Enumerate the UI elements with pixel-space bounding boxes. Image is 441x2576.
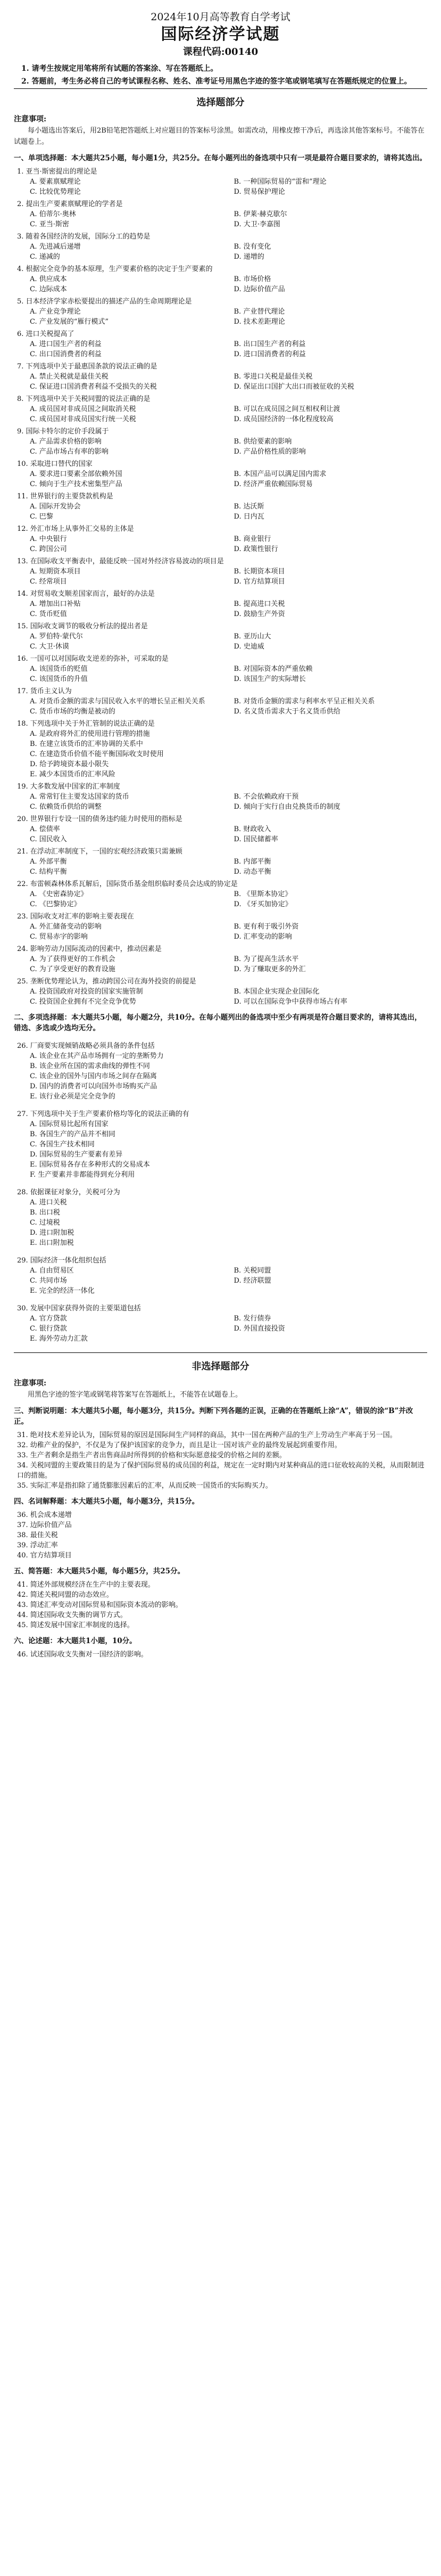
question	[14, 847, 427, 877]
answer-option: C. 产业发展的“雁行模式”	[30, 318, 109, 326]
question	[14, 524, 427, 554]
question-stem: 15. 国际收支调节的吸收分析法的提出者是	[17, 622, 148, 630]
answer-option: C. 在建造货币价值不能平衡国际收支时使用	[30, 750, 164, 758]
notice-1: 1. 请考生按规定用笔将所有试题的答案涂、写在答题纸上。	[21, 64, 218, 73]
answer-option: B. 可以在成员国之间互相权利让渡	[234, 405, 340, 413]
answer-option: A. 伯蒂尔·奥林	[30, 210, 76, 218]
answer-option: B. 伊莱·赫克歇尔	[234, 210, 287, 218]
answer-option: A. 国际开发协会	[30, 503, 81, 511]
answer-option: C. 贸易赤字的影响	[30, 933, 88, 941]
option-group	[14, 437, 427, 457]
answer-option: D. 史迪威	[234, 643, 264, 651]
option-group	[14, 857, 427, 877]
answer-option: B. 本国企业实现企业国际化	[234, 988, 320, 996]
question	[14, 297, 427, 327]
exam-title: 2024年10月高等教育自学考试	[151, 11, 290, 23]
answer-option: A. 外汇储备变动的影响	[30, 923, 102, 931]
section-multi-choice-head: 二、多项选择题：本大题共5小题，每小题2分，共10分。在每小题列出的备选项中至少有两项是符合题目要求的，请将其选出，错选、多选或少选均无分。	[14, 1013, 422, 1032]
section-essay-head: 六、论述题：本大题共1小题，10分。	[14, 1637, 137, 1645]
part-one-notes-head: 注意事项:	[14, 115, 47, 124]
answer-option: A. 《史密森协定》	[30, 890, 88, 898]
answer-option: D. 国民储蓄率	[234, 835, 278, 843]
option-group	[14, 242, 427, 262]
question-stem: 11. 世界银行的主要贷款机构是	[17, 493, 113, 501]
question-stem: 19. 大多数发展中国家的汇率制度	[17, 783, 120, 791]
question-stem: 27. 下列选项中关于生产要素价格均等化的说法正确的有	[17, 1110, 189, 1118]
answer-option: A. 偿债率	[30, 825, 60, 833]
answer-option: B. 产业替代理论	[234, 308, 285, 316]
question	[14, 426, 427, 457]
answer-option: E. 海外劳动力汇款	[30, 1335, 88, 1343]
answer-option: C. 产品市场占有率的影响	[30, 448, 109, 456]
answer-option: B. 财政收入	[234, 825, 271, 833]
section-terms-head: 四、名词解释题：本大题共5小题，每小题3分，共15分。	[14, 1497, 199, 1506]
question-stem: 1. 亚当·斯密提出的理论是	[17, 168, 97, 176]
answer-option: A. 外部平衡	[30, 858, 67, 866]
option-group	[14, 792, 427, 812]
option-group	[14, 1119, 427, 1180]
answer-option: D. 动态平衡	[234, 868, 271, 876]
answer-option: A. 短期资本项目	[30, 568, 81, 576]
option-group	[14, 469, 427, 489]
answer-option: C. 依赖货币供给的调整	[30, 803, 102, 811]
question-stem: 6. 进口关税提高了	[17, 330, 74, 338]
answer-option: D. 产品价格性质的影响	[234, 448, 306, 456]
answer-option: B. 供给要素的影响	[234, 438, 292, 446]
answer-option: A. 是政府将外汇的使用进行管理的措施	[30, 730, 150, 738]
notice-2: 2. 答题前，考生务必将自己的考试课程名称、姓名、准考证号用黑色字迹的签字笔或钢笔填写在答题纸规定的位置上。	[21, 77, 412, 86]
answer-option: C. 投资国企业拥有不完全竞争优势	[30, 998, 136, 1006]
question-item: 32. 幼稚产业的保护，不仅是为了保护该国家的竞争力，而且是让一国对该产业的最终发展起到重要作用。	[17, 1441, 342, 1449]
option-group	[14, 1197, 427, 1248]
option-group	[14, 696, 427, 717]
question-stem: 10. 采取进口替代的国家	[17, 460, 93, 468]
option-group	[14, 987, 427, 1007]
option-group	[14, 372, 427, 392]
question	[14, 1109, 427, 1180]
question-stem: 3. 随着各国经济的发展，国际分工的趋势是	[17, 233, 151, 241]
answer-option: B. 不会依赖政府干预	[234, 793, 299, 801]
option-group	[14, 599, 427, 619]
answer-option: B. 关税同盟	[234, 1267, 271, 1275]
option-group	[14, 339, 427, 359]
answer-option: A. 增加出口补贴	[30, 600, 81, 608]
question-item: 34. 关税同盟的主要政策目的是为了保护国际贸易的成员国的利益，规定在一定时期内对某种商品的进口征收较高的关税，从而限制进口的措施。	[17, 1462, 425, 1480]
answer-option: D. 汇率变动的影响	[234, 933, 292, 941]
answer-option: A. 自由贸易区	[30, 1267, 74, 1275]
answer-option: A. 要求进口要素全部依赖外国	[30, 470, 122, 478]
answer-option: D. 递增的	[234, 253, 264, 261]
option-group	[14, 1314, 427, 1344]
question-stem: 18. 下列选项中关于外汇管制的说法正确的是	[17, 720, 155, 728]
answer-option: C. 《巴黎协定》	[30, 900, 81, 908]
answer-option: A. 对货币金额的需求与国民收入水平的增长呈正相关关系	[30, 698, 205, 705]
question-item: 44. 简述国际收支失衡的调节方式。	[17, 1611, 127, 1619]
part-two-notes-text: 用黑色字迹的签字笔或钢笔将答案写在答题纸上，不能答在试题卷上。	[28, 1391, 243, 1399]
question-item: 39. 浮动汇率	[17, 1541, 58, 1549]
answer-option: D. 经济严重依赖国际贸易	[234, 480, 313, 488]
question	[14, 1187, 427, 1248]
question-stem: 29. 国际经济一体化组织包括	[17, 1257, 106, 1265]
question-stem: 5. 日本经济学家赤松要提出的描述产品的生命周期理论是	[17, 298, 192, 306]
answer-option: B. 提高进口关税	[234, 600, 285, 608]
question-stem: 12. 外汇市场上从事外汇交易的主体是	[17, 525, 134, 533]
answer-option: D. 外国直接投资	[234, 1325, 285, 1333]
paper-name: 国际经济学试题	[161, 25, 280, 44]
question	[14, 556, 427, 587]
section-single-choice-head: 一、单项选择题：本大题共25小题，每小题1分，共25分。在每小题列出的备选项中只有一项是最符合题目要求的，请将其选出。	[14, 154, 427, 162]
answer-option: D. 可以在国际竞争中获得市场占有率	[234, 998, 347, 1006]
part-one-notes-text: 每小题选出答案后，用2B铅笔把答题纸上对应题目的答案标号涂黑。如需改动，用橡皮擦干净后，再选涂其他答案标号。不能答在试题卷上。	[14, 127, 425, 146]
answer-option: B. 发行债券	[234, 1315, 271, 1323]
answer-option: D. 该国生产的实际增长	[234, 675, 306, 683]
answer-option: C. 国民收入	[30, 835, 67, 843]
question-stem: 30. 发展中国家获得外资的主要渠道包括	[17, 1305, 141, 1312]
question-stem: 9. 国际卡特尔的定价手段属于	[17, 428, 109, 436]
option-group	[14, 889, 427, 909]
answer-option: D. 经济联盟	[234, 1277, 271, 1285]
question-item: 35. 实际汇率是指扣除了通货膨胀因素后的汇率，从而反映一国货币的实际购买力。	[17, 1482, 272, 1490]
question	[14, 912, 427, 942]
question	[14, 782, 427, 812]
question-stem: 4. 根据完全竞争的基本原理，生产要素价格的决定于生产要素的	[17, 265, 213, 273]
answer-option: D. 政策性银行	[234, 545, 278, 553]
answer-option: D. 为了赚取更多的外汇	[234, 965, 306, 973]
question	[14, 879, 427, 909]
answer-option: C. 过境税	[30, 1219, 60, 1227]
answer-option: B. 没有变化	[234, 243, 271, 251]
question-item: 36. 机会成本递增	[17, 1511, 72, 1519]
question-stem: 16. 一国可以对国际收支逆差的弥补，可采取的是	[17, 655, 169, 663]
question-item: 33. 生产者剩余是指生产者出售商品时所得到的价格和实际愿意接受的价格之间的差额。	[17, 1451, 286, 1459]
answer-option: A. 供应成本	[30, 275, 67, 283]
answer-option: F. 生产要素并非都能得到充分利用	[30, 1171, 135, 1179]
answer-option: D. 技术差距理论	[234, 318, 285, 326]
option-group	[14, 729, 427, 780]
part-two-title: 非选择题部分	[192, 1361, 249, 1372]
answer-option: C. 共同市场	[30, 1277, 67, 1285]
answer-option: C. 边际成本	[30, 285, 67, 293]
question	[14, 686, 427, 717]
answer-option: D. 官方结算项目	[234, 578, 285, 586]
answer-option: C. 为了享受更好的教育设施	[30, 965, 115, 973]
answer-option: C. 结构平衡	[30, 868, 67, 876]
answer-option: B. 市场价格	[234, 275, 271, 283]
part-one-title: 选择题部分	[196, 97, 245, 108]
answer-option: A. 罗伯特·蒙代尔	[30, 633, 83, 641]
answer-option: A. 产品需求价格的影响	[30, 438, 102, 446]
single-choice-list	[14, 167, 427, 1007]
question-stem: 2. 提出生产要素禀赋理论的学者是	[17, 200, 123, 208]
short-answer-list	[14, 1580, 427, 1630]
answer-option: C. 大卫·休谟	[30, 643, 69, 651]
option-group	[14, 954, 427, 974]
option-group	[14, 274, 427, 294]
answer-option: A. 进口国生产者的利益	[30, 340, 102, 348]
answer-option: A. 中央银行	[30, 535, 67, 543]
answer-option: D. 大卫·李嘉图	[234, 220, 280, 228]
answer-option: B. 《里斯本协定》	[234, 890, 292, 898]
section-true-false-head: 三、判断说明题：本大题共5小题，每小题3分，共15分。判断下列各题的正误，正确的在答题纸上涂“A”，错误的涂“B”并改正。	[14, 1407, 413, 1426]
question	[14, 1256, 427, 1296]
answer-option: B. 达沃斯	[234, 503, 264, 511]
answer-option: A. 常常钉住主要发达国家的货币	[30, 793, 129, 801]
answer-option: A. 要素禀赋理论	[30, 178, 81, 186]
divider	[14, 1352, 427, 1353]
question-stem: 17. 货币主义认为	[17, 687, 72, 695]
question	[14, 459, 427, 489]
answer-option: B. 商业银行	[234, 535, 271, 543]
question	[14, 1041, 427, 1102]
true-false-list	[14, 1430, 427, 1491]
option-group	[14, 922, 427, 942]
question-stem: 7. 下列选项中关于最惠国条款的说法正确的是	[17, 363, 157, 371]
option-group	[14, 1266, 427, 1296]
answer-option: D. 倾向于实行自由兑换货币的制度	[234, 803, 340, 811]
question	[14, 362, 427, 392]
answer-option: D. 给予跨境资本最小限失	[30, 760, 109, 768]
answer-option: C. 亚当·斯密	[30, 220, 69, 228]
question-stem: 28. 依据课征对象分，关税可分为	[17, 1188, 120, 1196]
answer-option: D. 进口国消费者的利益	[234, 350, 306, 358]
answer-option: C. 比较优势理论	[30, 188, 81, 196]
question-item: 41. 简述外部规模经济在生产中的主要表现。	[17, 1581, 155, 1589]
answer-option: C. 经常项目	[30, 578, 67, 586]
part-two-notes-head: 注意事项:	[14, 1379, 47, 1388]
answer-option: A. 国际贸易比起所有国家	[30, 1120, 109, 1128]
answer-option: A. 成员国对非成员国之间取消关税	[30, 405, 136, 413]
question-item: 42. 简述关税同盟的动态效应。	[17, 1591, 113, 1599]
question	[14, 977, 427, 1007]
answer-option: C. 该国货币的升值	[30, 675, 88, 683]
answer-option: D. 保证出口国扩大出口而被征收的关税	[234, 383, 354, 391]
answer-option: E. 该行业必须是完全竞争的	[30, 1093, 115, 1101]
option-group	[14, 502, 427, 522]
answer-option: C. 保证进口国消费者利益不受损失的关税	[30, 383, 157, 391]
answer-option: B. 内部平衡	[234, 858, 271, 866]
answer-option: B. 出口国生产者的利益	[234, 340, 306, 348]
answer-option: A. 先进减后递增	[30, 243, 81, 251]
answer-option: D. 日内瓦	[234, 513, 264, 521]
section-short-answer-head: 五、简答题：本大题共5小题，每小题5分，共25分。	[14, 1567, 185, 1576]
answer-option: D. 贸易保护理论	[234, 188, 285, 196]
answer-option: C. 成员国对非成员国实行统一关税	[30, 415, 136, 423]
question	[14, 232, 427, 262]
answer-option: B. 零进口关税是最佳关税	[234, 373, 313, 381]
question-stem: 14. 对贸易收支顺差国家而言，最好的办法是	[17, 590, 155, 598]
answer-option: D. 国内的消费者可以向国外市场购买产品	[30, 1082, 157, 1090]
answer-option: C. 各国生产技术相同	[30, 1141, 95, 1148]
answer-option: D. 名义货币需求大于名义货币供给	[234, 708, 340, 716]
answer-option: B. 出口税	[30, 1209, 60, 1217]
answer-option: A. 禁止关税就是最佳关税	[30, 373, 109, 381]
answer-option: B. 对货币金额的需求与利率水平呈正相关关系	[234, 698, 375, 705]
question	[14, 1303, 427, 1344]
question	[14, 944, 427, 974]
answer-option: C. 巴黎	[30, 513, 53, 521]
answer-option: B. 各国生产的产品并不相同	[30, 1130, 115, 1138]
question-stem: 26. 厂商要实现倾销战略必须具备的条件包括	[17, 1042, 155, 1050]
answer-option: C. 该企业的国外与国内市场之间存在隔离	[30, 1072, 157, 1080]
answer-option: A. 为了获得更好的工作机会	[30, 955, 115, 963]
answer-option: C. 递减的	[30, 253, 60, 261]
question	[14, 264, 427, 294]
answer-option: B. 在建立该货币的汇率协调的关系中	[30, 740, 143, 748]
answer-option: D. 成员国经济的一体化程度较高	[234, 415, 334, 423]
question-item: 46. 试述国际收支失衡对一国经济的影响。	[17, 1651, 148, 1659]
option-group	[14, 177, 427, 197]
option-group	[14, 534, 427, 554]
answer-option: D. 边际价值产品	[234, 285, 285, 293]
answer-option: E. 完全的经济一体化	[30, 1287, 95, 1295]
answer-option: B. 本国产品可以满足国内需求	[234, 470, 327, 478]
question-stem: 13. 在国际收支平衡表中，最能反映一国对外经济容易波动的项目是	[17, 557, 224, 565]
multi-choice-list	[14, 1041, 427, 1344]
question	[14, 589, 427, 619]
answer-option: C. 货币市场的均衡是被动的	[30, 708, 115, 716]
answer-option: E. 减少本国货币的汇率风险	[30, 770, 115, 778]
question-stem: 23. 国际收支对汇率的影响主要表现在	[17, 913, 134, 921]
question-item: 40. 官方结算项目	[17, 1552, 72, 1560]
answer-option: A. 产业竞争理论	[30, 308, 81, 316]
answer-option: A. 该国货币的贬值	[30, 665, 88, 673]
option-group	[14, 1051, 427, 1102]
answer-option: B. 更有利于吸引外资	[234, 923, 299, 931]
general-notices	[14, 63, 427, 87]
answer-option: A. 该企业在其产品市场拥有一定的垄断势力	[30, 1052, 164, 1060]
question	[14, 719, 427, 780]
question	[14, 654, 427, 684]
answer-option: A. 官方贷款	[30, 1315, 67, 1323]
question-stem: 8. 下列选项中关于关税同盟的说法正确的是	[17, 395, 151, 403]
question	[14, 814, 427, 844]
question-item: 38. 最佳关税	[17, 1531, 58, 1539]
question-stem: 25. 垄断优势理论认为，推动跨国公司在海外投资的前提是	[17, 978, 196, 986]
option-group	[14, 664, 427, 684]
answer-option: E. 出口附加税	[30, 1239, 74, 1247]
question-stem: 22. 布雷顿森林体系瓦解后，国际货币基金组织临时委员会达成的协定是	[17, 880, 238, 888]
answer-option: D. 国际贸易的生产要素有差异	[30, 1151, 123, 1159]
answer-option: B. 该企业所在国的需求曲线的弹性不同	[30, 1062, 150, 1070]
answer-option: C. 货币贬值	[30, 610, 67, 618]
question	[14, 167, 427, 197]
question-item: 43. 简述汇率变动对国际贸易和国际资本流动的影响。	[17, 1601, 182, 1609]
option-group	[14, 631, 427, 652]
question	[14, 621, 427, 652]
answer-option: B. 长期资本项目	[234, 568, 285, 576]
course-code: 课程代码:00140	[182, 46, 259, 58]
answer-option: D. 进口附加税	[30, 1229, 74, 1237]
answer-option: D. 《牙买加协定》	[234, 900, 292, 908]
answer-option: B. 对国际资本的严重依赖	[234, 665, 313, 673]
option-group	[14, 404, 427, 424]
answer-option: C. 银行贷款	[30, 1325, 67, 1333]
essay-list	[14, 1650, 427, 1660]
answer-option: C. 出口国消费者的利益	[30, 350, 102, 358]
question	[14, 329, 427, 359]
answer-option: C. 跨国公司	[30, 545, 67, 553]
question	[14, 199, 427, 229]
answer-option: C. 倾向于生产技术密集型产品	[30, 480, 122, 488]
divider	[14, 88, 427, 89]
question	[14, 491, 427, 522]
question-stem: 20. 世界银行专设一国的债务违约能力时使用的指标是	[17, 815, 182, 823]
answer-option: B. 亚历山大	[234, 633, 271, 641]
question-item: 31. 绝对技术差异论认为，国际贸易的原因是国际间生产同样的商品，其中一国在两种产品的生产上劳动生产率高于另一国。	[17, 1431, 397, 1439]
question-item: 37. 边际价值产品	[17, 1521, 72, 1529]
terms-list	[14, 1510, 427, 1561]
answer-option: E. 国际贸易各存在多种形式的交易成本	[30, 1161, 150, 1169]
question-item: 45. 简述发展中国家汇率制度的选择。	[17, 1621, 134, 1629]
answer-option: D. 鼓励生产外资	[234, 610, 285, 618]
question-stem: 24. 影响劳动力国际流动的因素中，推动因素是	[17, 945, 162, 953]
answer-option: A. 进口关税	[30, 1199, 67, 1207]
option-group	[14, 567, 427, 587]
option-group	[14, 824, 427, 844]
answer-option: A. 投资国政府对投资的国家实施管制	[30, 988, 143, 996]
option-group	[14, 307, 427, 327]
option-group	[14, 209, 427, 229]
answer-option: B. 一种国际贸易的“雷和”理论	[234, 178, 327, 186]
question	[14, 394, 427, 424]
question-stem: 21. 在浮动汇率制度下，一国的宏观经济政策只需兼顾	[17, 848, 182, 856]
answer-option: B. 为了提高生活水平	[234, 955, 299, 963]
